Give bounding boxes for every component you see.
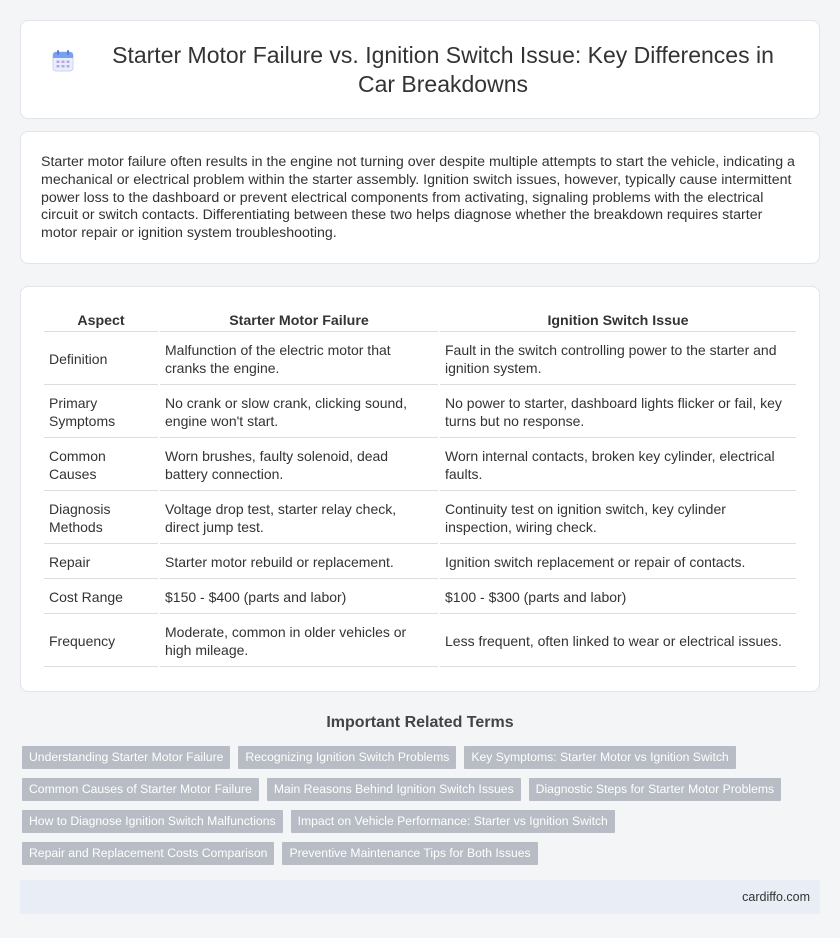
cell-starter: No crank or slow crank, clicking sound, engine won't start.: [160, 387, 438, 438]
cell-aspect: Cost Range: [44, 581, 158, 614]
calendar-icon: [51, 49, 75, 73]
related-term-tag[interactable]: Key Symptoms: Starter Motor vs Ignition Switch: [464, 746, 735, 769]
table-row: [44, 387, 796, 438]
cell-ignition: $100 - $300 (parts and labor): [440, 581, 796, 614]
table-row: [44, 616, 796, 667]
header-starter-motor: Starter Motor Failure: [160, 311, 438, 332]
cell-ignition: Ignition switch replacement or repair of contacts.: [440, 546, 796, 579]
comparison-table: [42, 309, 798, 669]
table-row: [44, 440, 796, 491]
table-row: [44, 493, 796, 544]
page-title: Starter Motor Failure vs. Ignition Switch Issue: Key Differences in Car Breakdowns: [112, 41, 774, 97]
related-term-tag[interactable]: Repair and Replacement Costs Comparison: [22, 842, 274, 865]
related-term-tag[interactable]: How to Diagnose Ignition Switch Malfunctions: [22, 810, 283, 833]
related-term-tag[interactable]: Preventive Maintenance Tips for Both Issues: [282, 842, 537, 865]
related-term-tag[interactable]: Main Reasons Behind Ignition Switch Issues: [267, 778, 521, 801]
comparison-table-card: [20, 286, 820, 692]
related-terms-list: [22, 746, 820, 865]
cell-aspect: Common Causes: [44, 440, 158, 491]
footer: [20, 880, 820, 914]
cell-aspect: Diagnosis Methods: [44, 493, 158, 544]
related-term-tag[interactable]: Recognizing Ignition Switch Problems: [238, 746, 456, 769]
related-term-tag[interactable]: Common Causes of Starter Motor Failure: [22, 778, 259, 801]
related-term-tag[interactable]: Impact on Vehicle Performance: Starter vs Ignition Switch: [291, 810, 615, 833]
table-row: [44, 581, 796, 614]
cell-ignition: Fault in the switch controlling power to the starter and ignition system.: [440, 334, 796, 385]
table-row: [44, 334, 796, 385]
cell-aspect: Frequency: [44, 616, 158, 667]
cell-starter: Voltage drop test, starter relay check, direct jump test.: [160, 493, 438, 544]
cell-starter: $150 - $400 (parts and labor): [160, 581, 438, 614]
cell-starter: Malfunction of the electric motor that cranks the engine.: [160, 334, 438, 385]
cell-aspect: Definition: [44, 334, 158, 385]
header-ignition-switch: Ignition Switch Issue: [440, 311, 796, 332]
cell-starter: Worn brushes, faulty solenoid, dead battery connection.: [160, 440, 438, 491]
header-card: [20, 20, 820, 119]
cell-starter: Starter motor rebuild or replacement.: [160, 546, 438, 579]
related-terms-title: Important Related Terms: [326, 713, 514, 731]
cell-starter: Moderate, common in older vehicles or high mileage.: [160, 616, 438, 667]
cell-ignition: Less frequent, often linked to wear or electrical issues.: [440, 616, 796, 667]
footer-site-name[interactable]: cardiffo.com: [742, 889, 810, 904]
table-header-row: [44, 311, 796, 332]
table-row: [44, 546, 796, 579]
cell-ignition: Worn internal contacts, broken key cylinder, electrical faults.: [440, 440, 796, 491]
header-aspect: Aspect: [44, 311, 158, 332]
related-term-tag[interactable]: Diagnostic Steps for Starter Motor Problems: [529, 778, 781, 801]
related-term-tag[interactable]: Understanding Starter Motor Failure: [22, 746, 230, 769]
intro-card: [20, 131, 820, 264]
header: [51, 41, 789, 99]
cell-ignition: Continuity test on ignition switch, key cylinder inspection, wiring check.: [440, 493, 796, 544]
cell-ignition: No power to starter, dashboard lights flicker or fail, key turns but no response.: [440, 387, 796, 438]
intro-paragraph: Starter motor failure often results in the engine not turning over despite multiple attempts to start the vehicle, indicating a mechanical or electrical problem within the starter assembly. Ignition switch issues, however, typically cause intermittent power loss to the dashboard or prevent electrical components from activating, signaling problems with the electrical circuit or switch contacts. Differentiating between these two helps diagnose whether the breakdown requires starter motor repair or ignition system troubleshooting.: [41, 154, 795, 242]
cell-aspect: Repair: [44, 546, 158, 579]
cell-aspect: Primary Symptoms: [44, 387, 158, 438]
